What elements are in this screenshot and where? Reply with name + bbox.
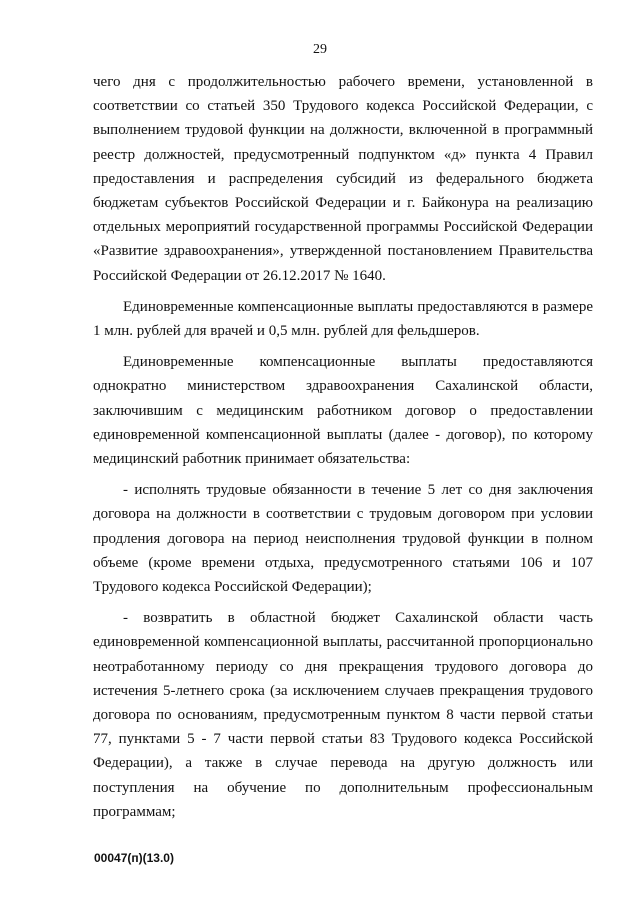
paragraph-obligation-work: - исполнять трудовые обязанности в течение 5 лет со дня заключения договора на должности в соответствии с трудовым договором при условии продления договора на период неисполнения трудовой функции в полном объеме (кроме времени отдыха, предусмотренного статьями 106 и 107 Трудового кодекса Российской Федерации);: [93, 482, 593, 596]
paragraph-obligation-refund: - возвратить в областной бюджет Сахалинской области часть единовременной компенсационной выплаты, рассчитанной пропорционально неотработанному периоду со дня прекращения трудового договора до истечения 5-летнего срока (за исключением случаев прекращения трудового договора по основаниям, предусмотренным пунктом 8 части первой статьи 77, пунктами 5 - 7 части первой статьи 83 Трудового кодекса Российской Федерации), а также в случае перевода на другую должность или поступления на обучение по дополнительным профессиональным программам;: [93, 610, 593, 820]
document-body: [93, 70, 593, 831]
page-number: 29: [313, 42, 327, 57]
document-code: 00047(п)(13.0): [94, 851, 174, 865]
paragraph-payment-terms: Единовременные компенсационные выплаты предоставляются однократно министерством здравоохранения Сахалинской области, заключившим с медицинским работником договор о предоставлении единовременной компенсационной выплаты (далее - договор), по которому медицинский работник принимает обязательства:: [93, 354, 593, 468]
paragraph-payment-amount: Единовременные компенсационные выплаты предоставляются в размере 1 млн. рублей для врачей и 0,5 млн. рублей для фельдшеров.: [93, 298, 593, 340]
paragraph-continuation: чего дня с продолжительностью рабочего времени, установленной в соответствии со статьей 350 Трудового кодекса Российской Федерации, с выполнением трудовой функции на должности, включенной в программный реестр должностей, предусмотренный подпунктом «д» пункта 4 Правил предоставления и распределения субсидий из федерального бюджета бюджетам субъектов Российской Федерации и г. Байконура на реализацию отдельных мероприятий государственной программы Российской Федерации «Развитие здравоохранения», утвержденной постановлением Правительства Российской Федерации от 26.12.2017 № 1640.: [93, 74, 593, 284]
